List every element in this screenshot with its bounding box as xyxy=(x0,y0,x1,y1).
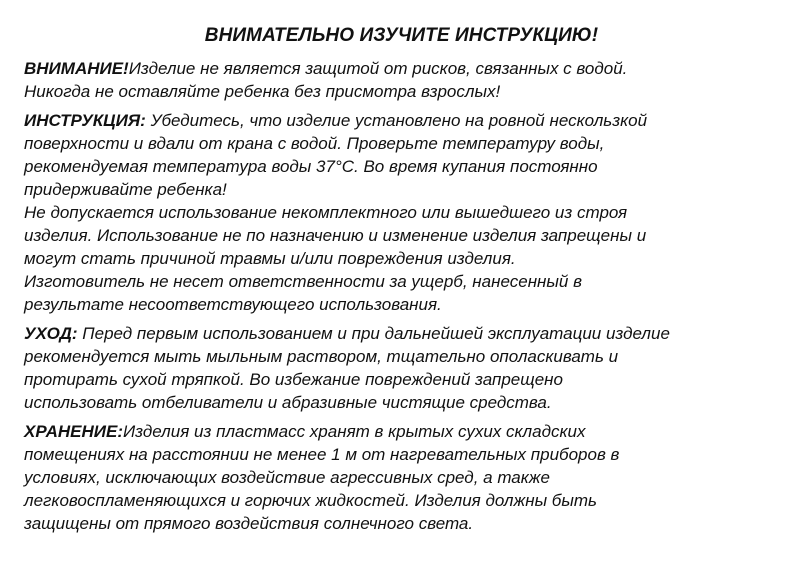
section-text: Убедитесь, что изделие установлено на ровной нескользкой xyxy=(145,111,648,130)
section-line: помещениях на расстоянии не менее 1 м от нагревательных приборов в xyxy=(24,445,620,464)
section-line: придерживайте ребенка! xyxy=(24,180,227,199)
section-line: результате несоответствующего использования. xyxy=(24,295,442,314)
section-instruction xyxy=(24,109,794,316)
section-storage xyxy=(24,420,794,535)
section-warning xyxy=(24,57,794,103)
section-line: рекомендуемая температура воды 37°С. Во время купания постоянно xyxy=(24,157,598,176)
section-line xyxy=(24,57,794,80)
section-line: Не допускается использование некомплектного или вышедшего из строя xyxy=(24,203,628,222)
section-line: условиях, исключающих воздействие агрессивных сред, а также xyxy=(24,468,550,487)
section-line: изделия. Использование не по назначению и изменение изделия запрещены и xyxy=(24,226,647,245)
document-title: ВНИМАТЕЛЬНО ИЗУЧИТЕ ИНСТРУКЦИЮ! xyxy=(204,25,599,46)
section-line: поверхности и вдали от крана с водой. Проверьте температуру воды, xyxy=(24,134,605,153)
section-line: могут стать причиной травмы и/или повреждения изделия. xyxy=(24,249,516,268)
section-line: легковоспламеняющихся и горючих жидкостей. Изделия должны быть xyxy=(24,491,597,510)
section-text: Перед первым использованием и при дальнейшей эксплуатации изделие xyxy=(77,324,670,343)
section-text: Изделия из пластмасс хранят в крытых сухих складских xyxy=(123,422,586,441)
section-line: использовать отбеливатели и абразивные чистящие средства. xyxy=(24,393,552,412)
section-line: Никогда не оставляйте ребенка без присмотра взрослых! xyxy=(24,82,501,101)
section-text: Изделие не является защитой от рисков, связанных с водой. xyxy=(128,59,628,78)
section-label-storage: ХРАНЕНИЕ: xyxy=(24,422,124,441)
section-line: защищены от прямого воздействия солнечного света. xyxy=(24,514,474,533)
section-line xyxy=(24,109,794,132)
section-line xyxy=(24,420,794,443)
section-line: протирать сухой тряпкой. Во избежание повреждений запрещено xyxy=(24,370,563,389)
section-line: рекомендуется мыть мыльным раствором, тщательно ополаскивать и xyxy=(24,347,619,366)
section-line: Изготовитель не несет ответственности за ущерб, нанесенный в xyxy=(24,272,582,291)
section-label-instruction: ИНСТРУКЦИЯ: xyxy=(24,111,146,130)
document-body xyxy=(24,57,794,541)
section-label-care: УХОД: xyxy=(24,324,78,343)
section-label-warning: ВНИМАНИЕ! xyxy=(24,59,129,78)
section-care xyxy=(24,322,794,414)
section-line xyxy=(24,322,794,345)
